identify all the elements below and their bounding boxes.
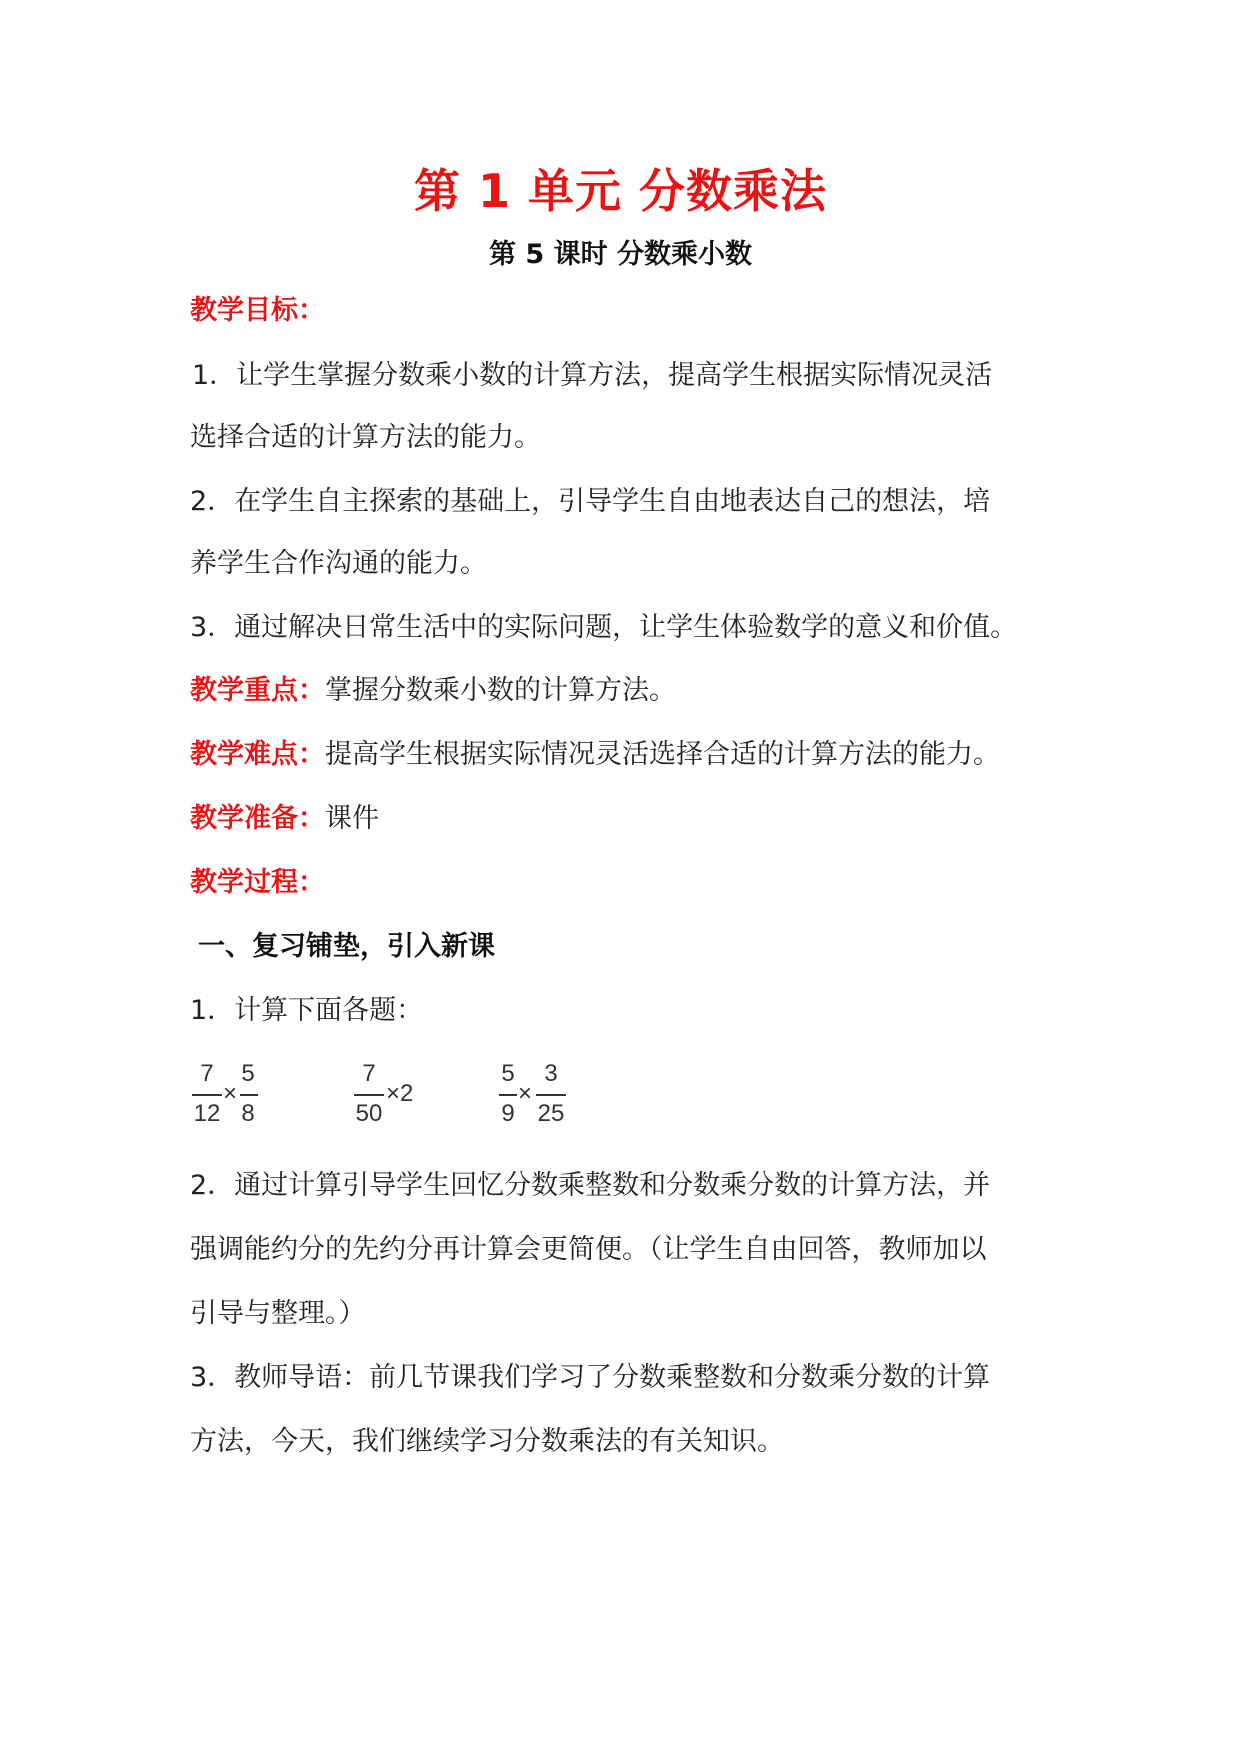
goal-3: 3．通过解决日常生活中的实际问题，让学生体验数学的意义和价值。 — [190, 612, 1018, 643]
exercise-2-numerator: 7 — [362, 1060, 376, 1087]
difficulty-label: 教学难点： — [190, 739, 325, 770]
goal-1-line-1: 1．让学生掌握分数乘小数的计算方法，提高学生根据实际情况灵活 — [192, 360, 993, 391]
preparation-text: 课件 — [325, 803, 379, 834]
exercise-1-numerator-1: 7 — [200, 1060, 214, 1087]
exercise-1 — [190, 1060, 270, 1136]
lesson-subtitle: 第 5 课时 分数乘小数 — [489, 239, 752, 270]
difficulty-point — [190, 737, 1000, 773]
goal-2-line-1: 2．在学生自主探索的基础上，引导学生自由地表达自己的想法，培 — [190, 486, 991, 517]
exercise-3 — [496, 1060, 576, 1136]
exercise-3-fraction-bar-1 — [499, 1094, 517, 1096]
exercise-3-fraction-bar-2 — [536, 1094, 566, 1096]
key-point-text: 掌握分数乘小数的计算方法。 — [325, 675, 676, 706]
exercise-1-numerator-2: 5 — [241, 1060, 255, 1087]
difficulty-text: 提高学生根据实际情况灵活选择合适的计算方法的能力。 — [325, 739, 1000, 770]
goals-heading: 教学目标： — [190, 295, 325, 326]
exercise-1-denominator-2: 8 — [241, 1100, 255, 1127]
step-2-line-3: 引导与整理。） — [190, 1298, 366, 1329]
step-2-line-1: 2．通过计算引导学生回忆分数乘整数和分数乘分数的计算方法，并 — [190, 1170, 991, 1201]
step-3-line-1: 3．教师导语：前几节课我们学习了分数乘整数和分数乘分数的计算 — [190, 1362, 991, 1393]
exercise-2-denominator: 50 — [355, 1100, 383, 1127]
exercise-1-operator: × — [223, 1080, 238, 1107]
step-3-line-2: 方法，今天，我们继续学习分数乘法的有关知识。 — [190, 1426, 784, 1457]
exercise-3-denominator-1: 9 — [501, 1100, 515, 1127]
exercise-3-numerator-2: 3 — [544, 1060, 558, 1087]
exercise-3-operator: × — [518, 1080, 533, 1107]
process-heading: 教学过程： — [190, 867, 325, 898]
section-1-heading: 一、复习铺垫，引入新课 — [198, 931, 495, 962]
exercise-3-denominator-2: 25 — [537, 1100, 565, 1127]
exercise-2-operator: ×2 — [386, 1080, 414, 1107]
preparation-label: 教学准备： — [190, 803, 325, 834]
exercise-1-fraction-bar-2 — [240, 1094, 258, 1096]
goal-1-line-2: 选择合适的计算方法的能力。 — [190, 422, 541, 453]
step-2-line-2: 强调能约分的先约分再计算会更简便。（让学生自由回答，教师加以 — [190, 1234, 987, 1265]
unit-title: 第 1 单元 分数乘法 — [413, 164, 828, 218]
exercise-2-fraction-bar — [354, 1094, 384, 1096]
key-point — [190, 673, 676, 709]
goal-2-line-2: 养学生合作沟通的能力。 — [190, 548, 487, 579]
exercise-3-numerator-1: 5 — [501, 1060, 515, 1087]
step-1: 1．计算下面各题： — [190, 995, 424, 1026]
key-point-label: 教学重点： — [190, 675, 325, 706]
exercise-2 — [352, 1060, 432, 1136]
preparation — [190, 801, 379, 837]
exercise-1-denominator-1: 12 — [193, 1100, 221, 1127]
exercise-1-fraction-bar-1 — [192, 1094, 222, 1096]
